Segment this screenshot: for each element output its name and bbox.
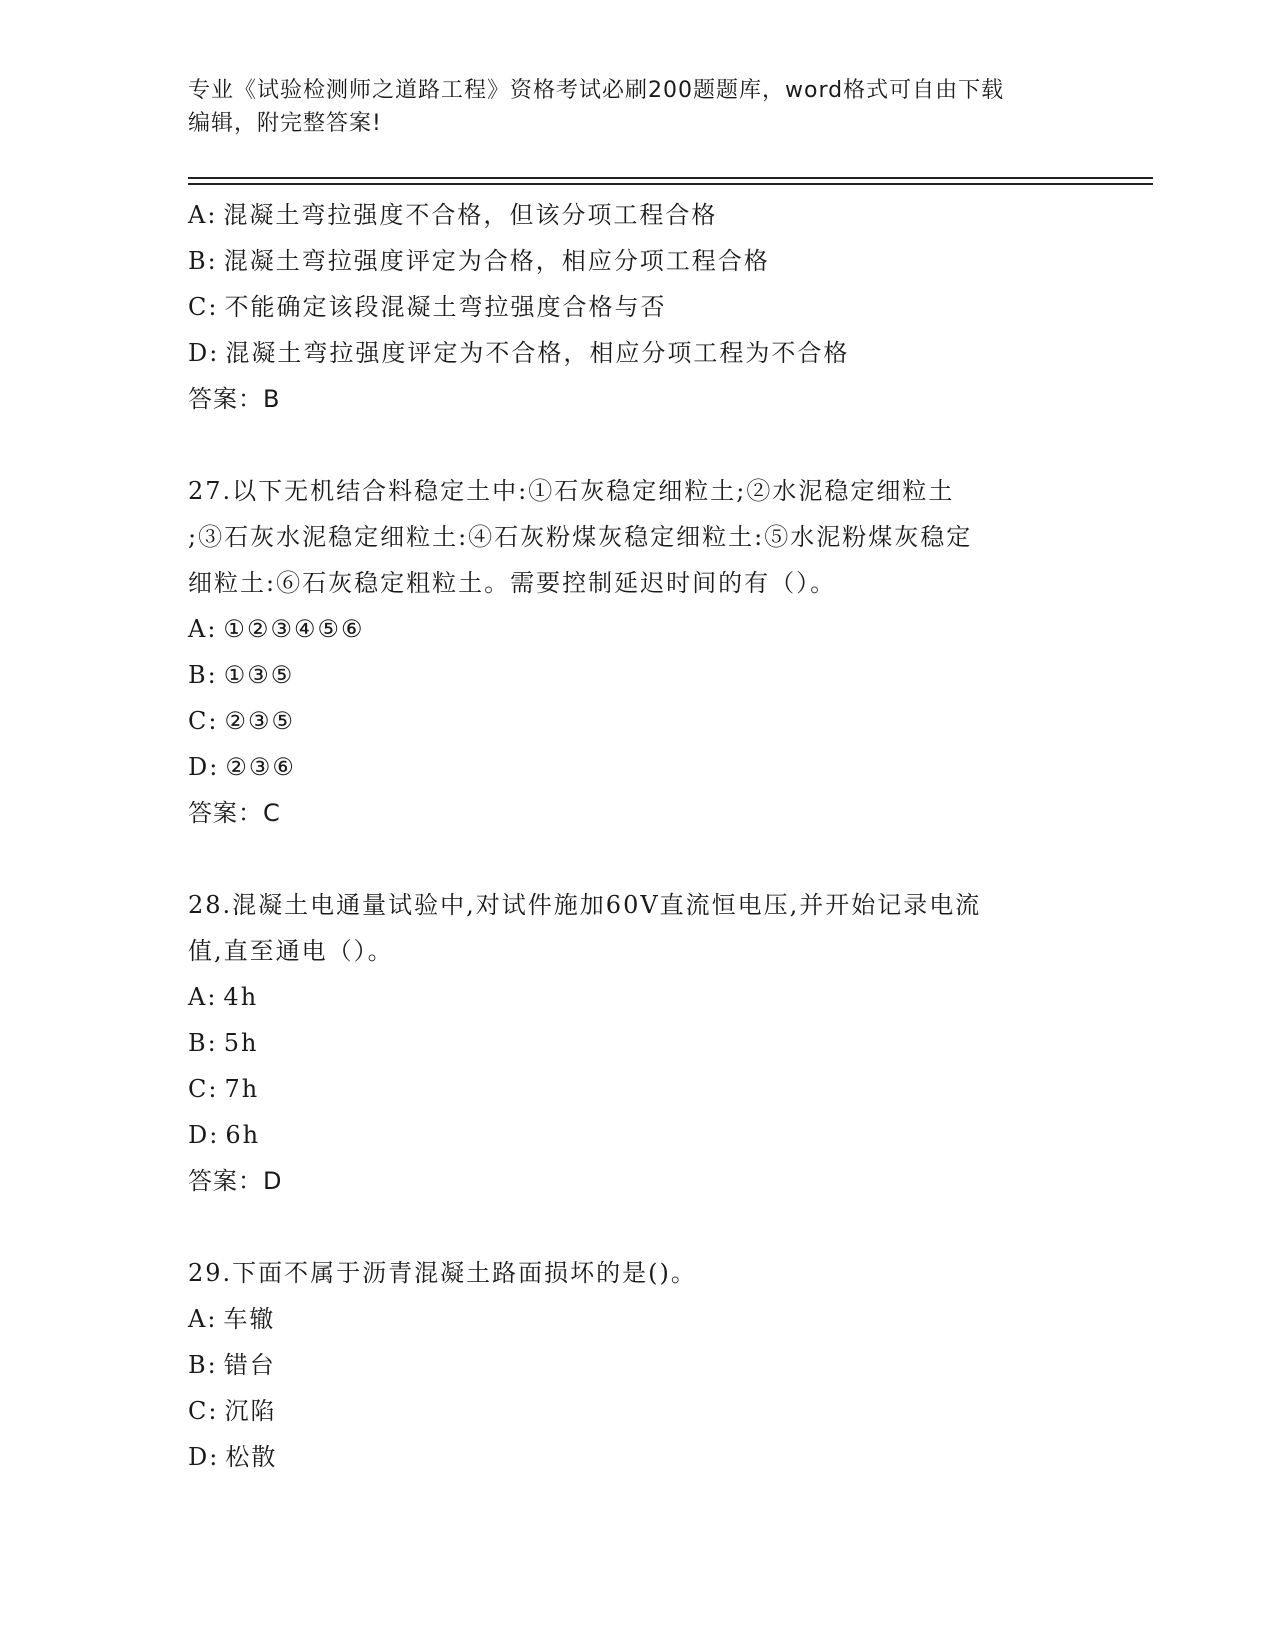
question-26: [188, 192, 1088, 422]
answer-line: 答案：D: [188, 1167, 283, 1195]
option-letter: C:: [188, 293, 219, 321]
option-letter: B:: [188, 661, 218, 689]
answer-line: 答案：B: [188, 385, 281, 413]
option-letter: D:: [188, 339, 220, 367]
option-letter: D:: [188, 1443, 220, 1471]
option-a: [188, 192, 1088, 238]
option-text: 车辙: [223, 1305, 276, 1333]
option-text: 混凝土弯拉强度评定为合格，相应分项工程合格: [223, 247, 770, 275]
question-29: [188, 1250, 1088, 1480]
question-27: [188, 468, 1088, 836]
option-c: [188, 284, 1088, 330]
option-letter: B:: [188, 1351, 218, 1379]
option-b: [188, 238, 1088, 284]
question-stem-line: 27.以下无机结合料稳定土中:①石灰稳定细粒土;②水泥稳定细粒土: [188, 477, 955, 505]
question-stem-line: 29.下面不属于沥青混凝土路面损坏的是()。: [188, 1259, 697, 1287]
option-letter: B:: [188, 247, 218, 275]
option-letter: D:: [188, 753, 220, 781]
option-text: ①③⑤: [223, 661, 295, 689]
option-b: [188, 652, 1088, 698]
option-text: 混凝土弯拉强度不合格，但该分项工程合格: [223, 201, 718, 229]
option-text: ①②③④⑤⑥: [223, 615, 365, 643]
option-d: [188, 330, 1088, 376]
option-text: 5h: [223, 1029, 259, 1057]
option-a: [188, 1296, 1088, 1342]
header-title-line1: 专业《试验检测师之道路工程》资格考试必刷200题题库，word格式可自由下载: [188, 78, 1005, 103]
option-letter: A:: [188, 983, 218, 1011]
document-header: [188, 74, 1088, 140]
option-c: [188, 1388, 1088, 1434]
question-list: [188, 192, 1088, 1480]
option-letter: A:: [188, 615, 218, 643]
option-a: [188, 606, 1088, 652]
option-letter: C:: [188, 1397, 219, 1425]
option-c: [188, 1066, 1088, 1112]
option-text: 不能确定该段混凝土弯拉强度合格与否: [224, 293, 667, 321]
option-letter: A:: [188, 1305, 218, 1333]
option-letter: C:: [188, 1075, 219, 1103]
option-text: 6h: [225, 1121, 261, 1149]
header-divider-bottom: [188, 183, 1153, 185]
question-stem-line: ;③石灰水泥稳定细粒土:④石灰粉煤灰稳定细粒土:⑤水泥粉煤灰稳定: [188, 523, 973, 551]
question-stem-line: 值,直至通电（）。: [188, 937, 394, 965]
spacer: [188, 422, 1088, 468]
option-text: 错台: [223, 1351, 276, 1379]
option-letter: C:: [188, 707, 219, 735]
header-divider-top: [188, 177, 1153, 179]
question-28: [188, 882, 1088, 1204]
option-letter: B:: [188, 1029, 218, 1057]
option-d: [188, 1434, 1088, 1480]
option-text: 松散: [225, 1443, 278, 1471]
question-stem-line: 28.混凝土电通量试验中,对试件施加60V直流恒电压,并开始记录电流: [188, 891, 982, 919]
option-text: ②③⑥: [225, 753, 296, 781]
option-text: ②③⑤: [224, 707, 295, 735]
header-title-line2: 编辑，附完整答案!: [188, 111, 382, 136]
option-d: [188, 744, 1088, 790]
spacer: [188, 836, 1088, 882]
option-text: 混凝土弯拉强度评定为不合格，相应分项工程为不合格: [225, 339, 850, 367]
option-text: 7h: [224, 1075, 260, 1103]
option-b: [188, 1020, 1088, 1066]
option-c: [188, 698, 1088, 744]
option-d: [188, 1112, 1088, 1158]
option-text: 沉陷: [224, 1397, 277, 1425]
option-letter: A:: [188, 201, 218, 229]
spacer: [188, 1204, 1088, 1250]
option-b: [188, 1342, 1088, 1388]
question-stem-line: 细粒土:⑥石灰稳定粗粒土。需要控制延迟时间的有（）。: [188, 569, 837, 597]
option-letter: D:: [188, 1121, 220, 1149]
answer-line: 答案：C: [188, 799, 281, 827]
option-text: 4h: [223, 983, 259, 1011]
option-a: [188, 974, 1088, 1020]
